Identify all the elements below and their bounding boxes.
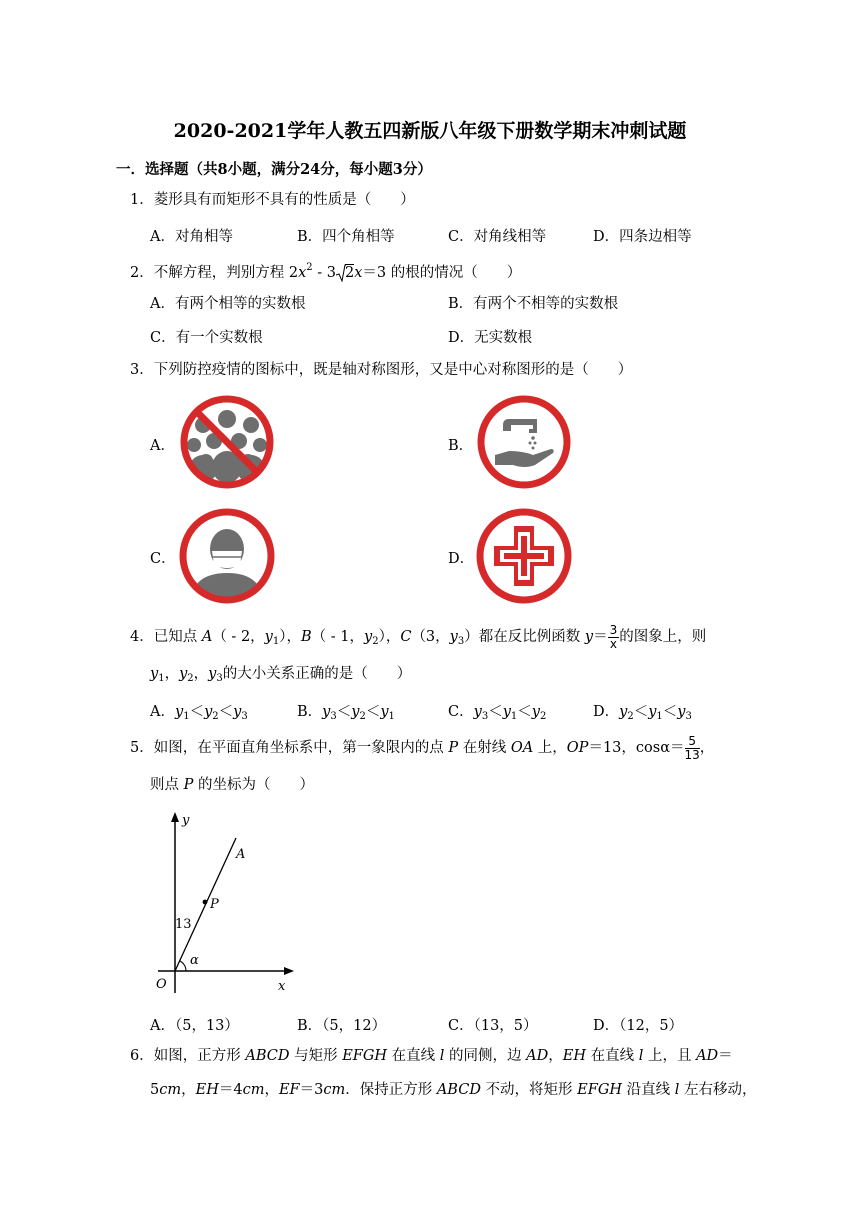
no-gathering-icon [176,395,278,489]
question-3-stem: 3．下列防控疫情的图标中，既是轴对称图形，又是中心对称图形的是（ ） [130,362,633,378]
q2-option-d: D．无实数根 [448,330,533,346]
sqrt-symbol: 2 [336,263,354,283]
q5-option-a: A．（5，13） [150,1018,239,1034]
q5-option-d: D．（12，5） [593,1018,684,1034]
q5-option-c: C．（13，5） [448,1018,538,1034]
q1-option-a: A．对角相等 [150,229,233,245]
q3-option-c: C． [150,551,176,567]
question-4-line2: $y_1$，$y_2$，$y_3$的大小关系正确的是（ ） [150,666,412,684]
question-4-stem: 4．已知点 A（ - 2，$y_1$），B（ - 1，$y_2$），C（3，$y_3$）都在反比例函数 y＝ $\frac{3}{x}$ 的图象上，则 [130,622,707,651]
q2-option-a: A．有两个相等的实数根 [150,296,306,312]
hand-washing-icon [473,395,575,489]
q1-option-d: D．四条边相等 [593,229,692,245]
question-2-stem: 2．不解方程，判别方程 $2x^2 - 3$ 2x＝3 的根的情况（ ） [130,262,522,281]
wear-mask-icon [176,507,278,605]
q4-option-b: B．$y_3<y_2<y_1$ [297,704,395,722]
page-title: 2020-2021学年人教五四新版八年级下册数学期末冲刺试题 [173,120,687,142]
q5-option-b: B．（5，12） [297,1018,387,1034]
q2-option-b: B．有两个不相等的实数根 [448,296,619,312]
label-alpha: α [190,953,199,968]
coordinate-figure [148,808,298,998]
q3-option-b: B． [448,438,474,454]
angle-arc [180,961,186,971]
q4-option-d: D．$y_2<y_1<y_3$ [593,704,692,722]
section-heading: 一．选择题（共8小题，满分24分，每小题3分） [116,161,432,178]
label-p: P [210,897,219,912]
question-6-line2: 5cm，EH＝4cm，EF＝3cm．保持正方形 ABCD 不动，将矩形 EFGH 沿直线 l 左右移动， [150,1082,757,1098]
q4-option-a: A．$y_1<y_2<y_3$ [150,704,248,722]
label-a: A [236,847,246,862]
question-6-line1: 6．如图，正方形 ABCD 与矩形 EFGH 在直线 l 的同侧，边 AD，EH 在直线 l 上，且 AD＝ [130,1048,733,1064]
point-p [203,900,208,905]
q3-option-d: D． [448,551,475,567]
label-origin: O [156,977,167,992]
q1-option-b: B．四个角相等 [297,229,395,245]
q4-option-c: C．$y_3<y_1<y_2$ [448,704,547,722]
fraction-5-over-13: $\frac{5}{13}$ [684,733,700,762]
q2-option-c: C．有一个实数根 [150,330,263,346]
y-axis-arrow [171,812,179,822]
q1-option-c: C．对角线相等 [448,229,547,245]
medical-cross-icon [473,507,575,605]
question-1-stem: 1．菱形具有而矩形不具有的性质是（ ） [130,192,415,208]
q3-option-a: A． [150,438,175,454]
x-axis-label: x [278,979,286,994]
fraction-3-over-x: $\frac{3}{x}$ [609,622,618,651]
x-axis-arrow [284,967,294,975]
y-axis-label: y [182,813,190,828]
question-5-stem: 5．如图，在平面直角坐标系中，第一象限内的点 P 在射线 OA 上，OP＝13，cosα＝ $\frac{5}{13}$ ， [130,733,715,762]
question-5-line2: 则点 P 的坐标为（ ） [150,777,314,793]
ray-oa [175,838,236,971]
label-length: 13 [175,917,192,932]
